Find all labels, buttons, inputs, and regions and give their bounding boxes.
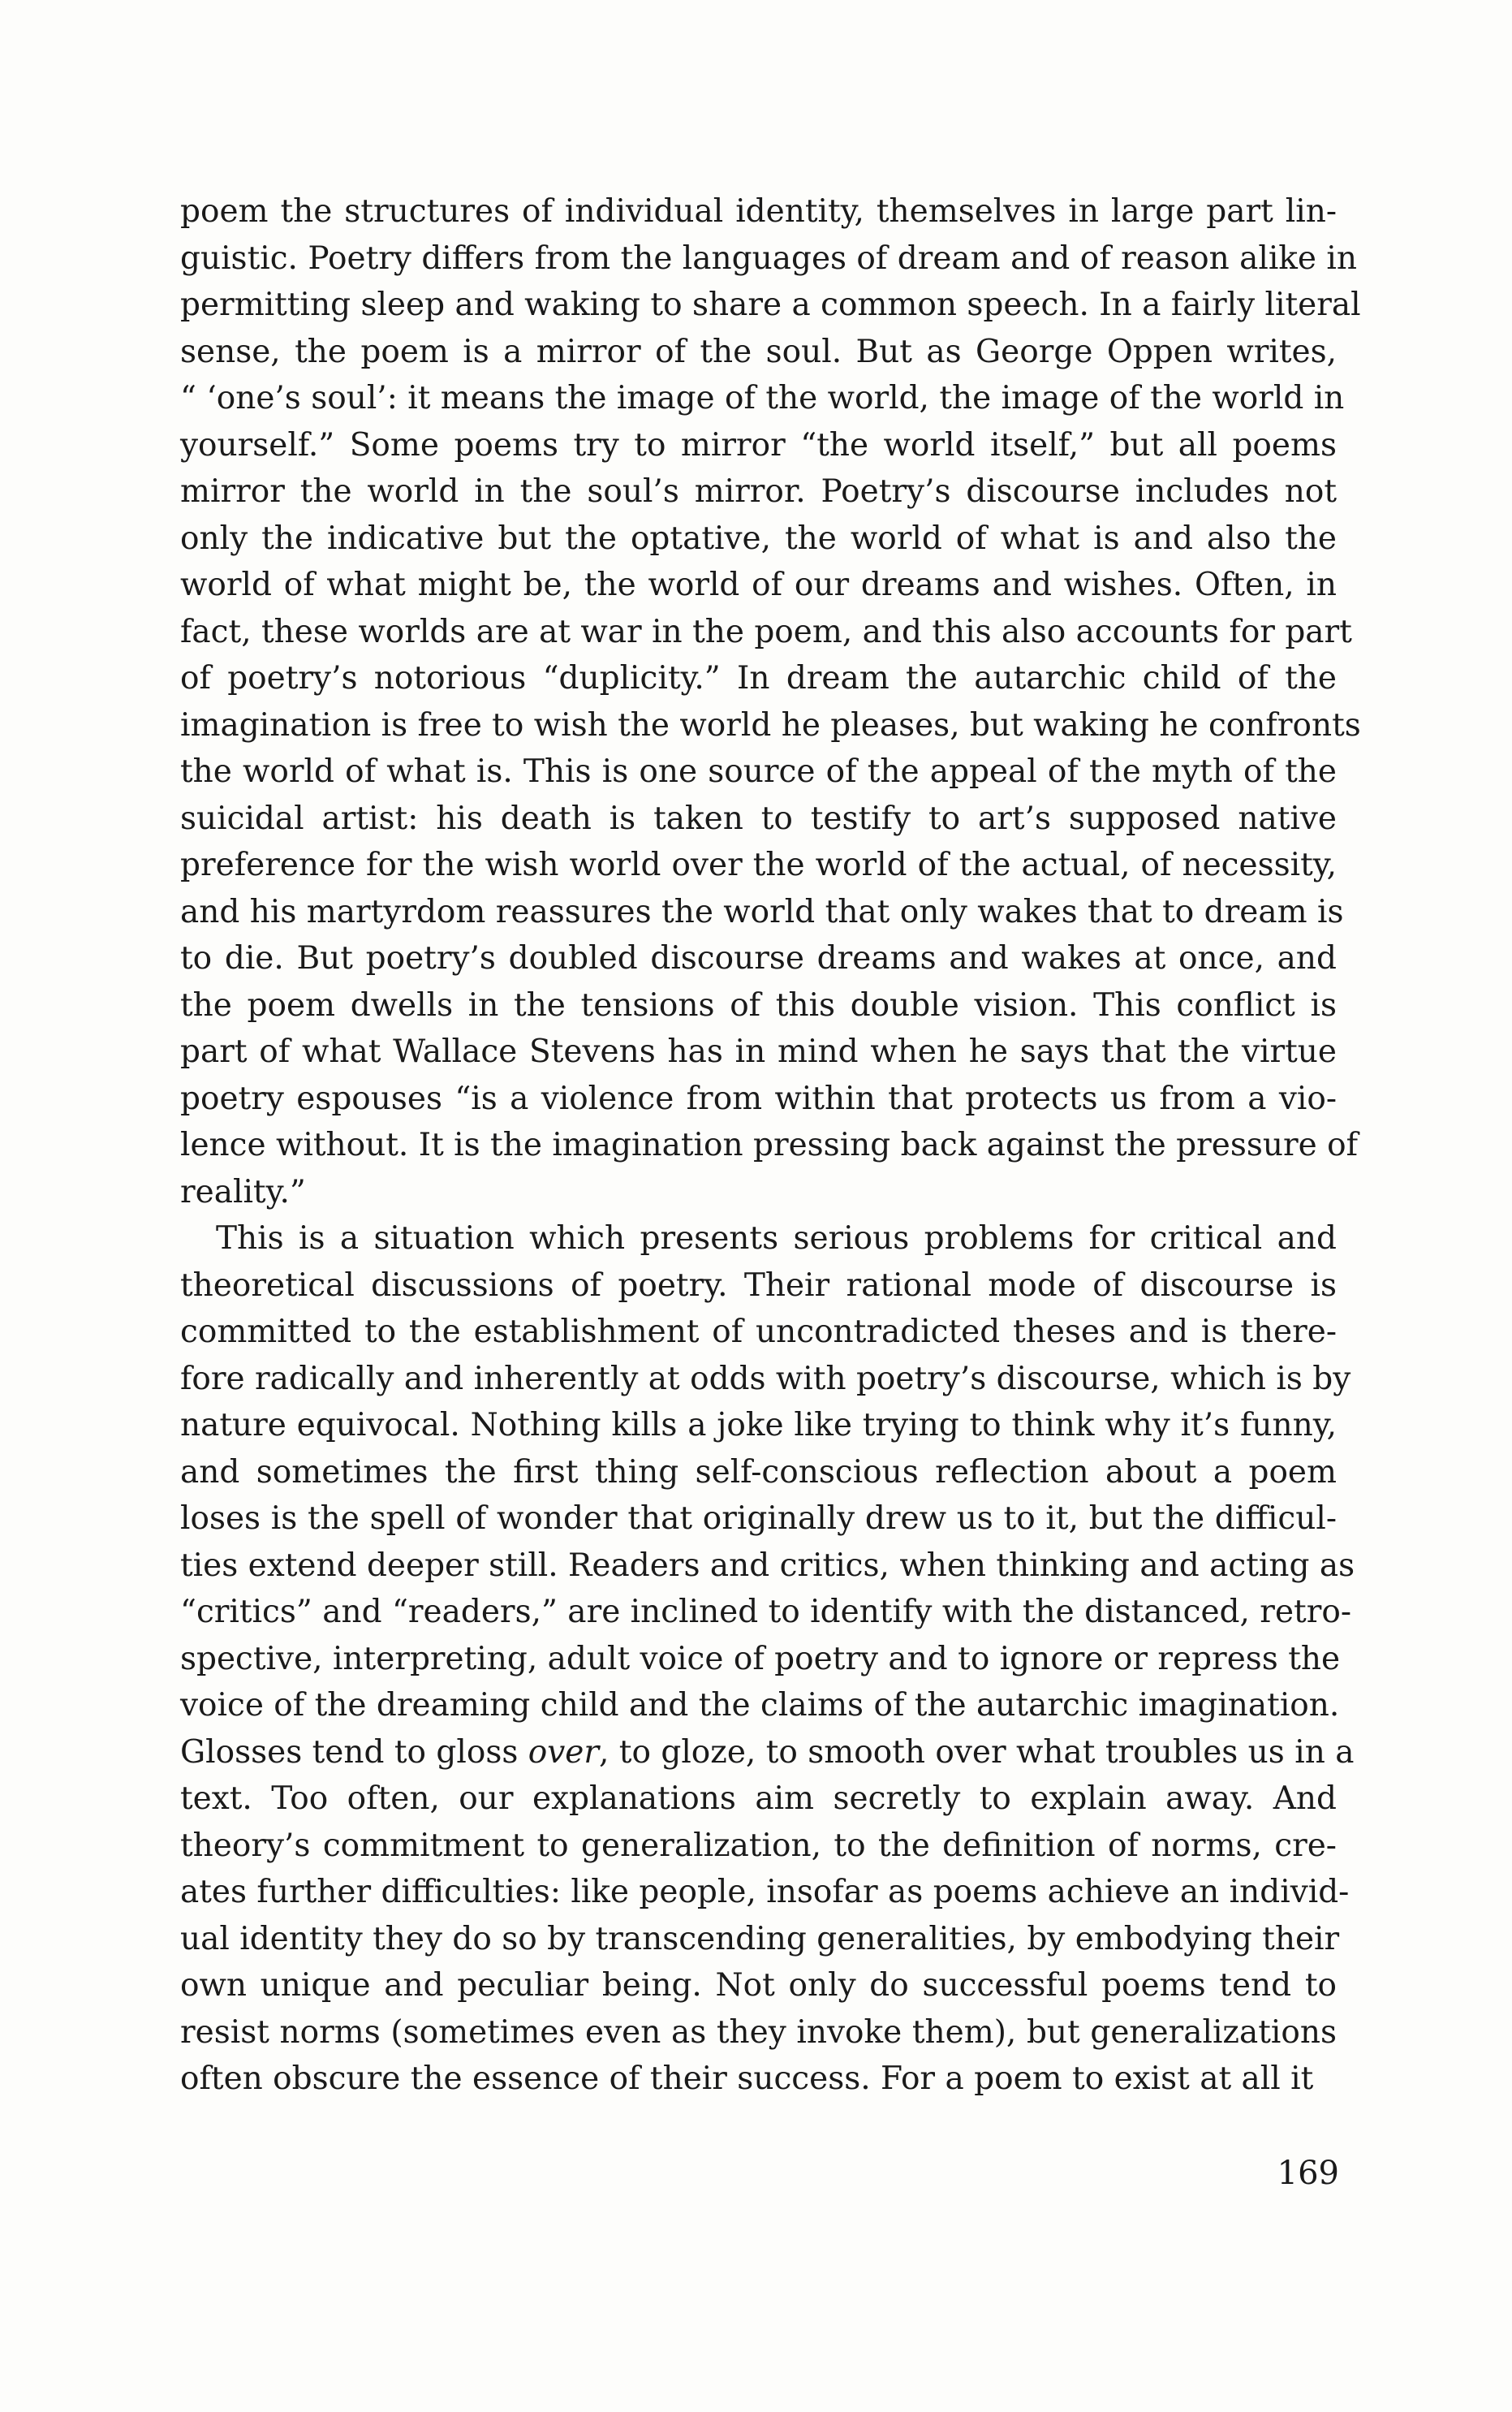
paragraph [180, 188, 1361, 1215]
paragraph [180, 1215, 1355, 2103]
text-line: only the indicative but the optative, the world of what is and also the [180, 520, 1337, 557]
text-line: sense, the poem is a mirror of the soul. But as George Oppen writes, [180, 333, 1337, 370]
text-line: ties extend deeper still. Readers and critics, when thinking and acting as [180, 1547, 1355, 1584]
text-line: theoretical discussions of poetry. Their rational mode of discourse is [180, 1266, 1337, 1304]
text-line: of poetry’s notorious “duplicity.” In dream the autarchic child of the [180, 660, 1337, 697]
text-line: often obscure the essence of their success. For a poem to exist at all it [180, 2060, 1314, 2097]
text-line: “ ‘one’s soul’: it means the image of the world, the image of the world in [180, 380, 1345, 416]
text-line: Glosses tend to gloss over, to gloze, to smooth over what troubles us in a [180, 1733, 1355, 1771]
text-line: part of what Wallace Stevens has in mind when he says that the virtue [180, 1033, 1337, 1070]
text-line: guistic. Poetry differs from the languages of dream and of reason alike in [180, 239, 1357, 277]
text-line: mirror the world in the soul’s mirror. Poetry’s discourse includes not [180, 473, 1337, 510]
text-line: This is a situation which presents serious problems for critical and [216, 1220, 1337, 1257]
text-line: permitting sleep and waking to share a common speech. In a fairly literal [180, 287, 1361, 323]
text-line: resist norms (sometimes even as they invoke them), but generalizations [180, 2013, 1337, 2051]
text-line: suicidal artist: his death is taken to testify to art’s supposed native [180, 800, 1337, 837]
text-line: and his martyrdom reassures the world that only wakes that to dream is [180, 893, 1344, 930]
text-line: and sometimes the first thing self-conscious reflection about a poem [180, 1453, 1337, 1491]
text-line: poem the structures of individual identity, themselves in large part lin- [180, 193, 1337, 230]
text-line: fact, these worlds are at war in the poem, and this also accounts for part [180, 613, 1352, 650]
text-line: to die. But poetry’s doubled discourse dreams and wakes at once, and [180, 940, 1337, 977]
text-line: preference for the wish world over the world of the actual, of necessity, [180, 847, 1337, 883]
text-line: lence without. It is the imagination pressing back against the pressure of [180, 1127, 1359, 1163]
text-line: the poem dwells in the tensions of this double vision. This conflict is [180, 986, 1337, 1024]
text-line: nature equivocal. Nothing kills a joke like trying to think why it’s funny, [180, 1407, 1337, 1443]
page-number: 169 [1277, 2155, 1339, 2192]
text-line: spective, interpreting, adult voice of poetry and to ignore or repress the [180, 1640, 1341, 1677]
text-line: fore radically and inherently at odds with poetry’s discourse, which is by [180, 1360, 1351, 1397]
text-line: world of what might be, the world of our dreams and wishes. Often, in [180, 567, 1337, 603]
text-line: own unique and peculiar being. Not only do successful poems tend to [180, 1967, 1337, 2004]
text-line: “critics” and “readers,” are inclined to identify with the distanced, retro- [180, 1594, 1351, 1630]
text-line: reality.” [180, 1173, 306, 1210]
text-line: yourself.” Some poems try to mirror “the world itself,” but all poems [180, 426, 1337, 464]
text-line: loses is the spell of wonder that originally drew us to it, but the difficul- [180, 1500, 1337, 1537]
text-line: poetry espouses “is a violence from within that protects us from a vio- [180, 1080, 1337, 1117]
text-line: text. Too often, our explanations aim secretly to explain away. And [180, 1780, 1337, 1817]
text-line: ual identity they do so by transcending generalities, by embodying their [180, 1920, 1340, 1957]
text-line: committed to the establishment of uncontradicted theses and is there- [180, 1314, 1337, 1350]
text-line: ates further difficulties: like people, insofar as poems achieve an individ- [180, 1874, 1350, 1910]
text-line: imagination is free to wish the world he pleases, but waking he confronts [180, 706, 1361, 744]
text-line: the world of what is. This is one source of the appeal of the myth of the [180, 753, 1337, 790]
text-line: theory’s commitment to generalization, to the definition of norms, cre- [180, 1827, 1337, 1864]
body-text [180, 188, 1361, 2103]
text-line: voice of the dreaming child and the claims of the autarchic imagination. [180, 1687, 1340, 1724]
